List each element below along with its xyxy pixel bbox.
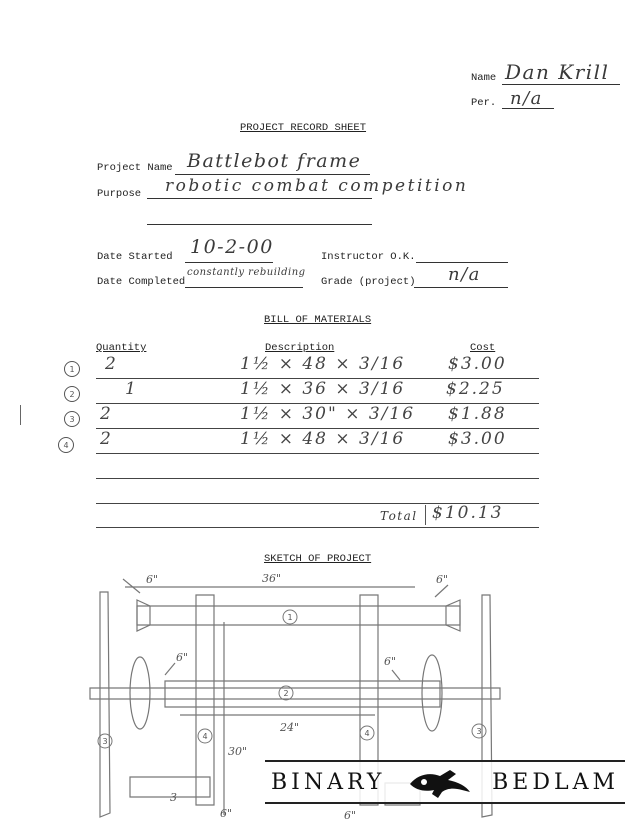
dim-24-label: 24" xyxy=(280,721,300,734)
instructor-label: Instructor O.K. xyxy=(321,251,416,263)
purpose-underline xyxy=(147,198,372,199)
row-marker: 4 xyxy=(58,437,74,453)
dim-6-arrow-tl xyxy=(123,579,140,593)
watermark-left-text: BINARY xyxy=(271,769,386,795)
left-rail xyxy=(100,592,110,817)
grade-label: Grade (project) xyxy=(321,276,416,288)
top-crossbar xyxy=(137,606,460,625)
total-divider xyxy=(425,505,426,525)
part-1-label: 1 xyxy=(287,613,293,622)
name-label: Name xyxy=(471,72,497,84)
dim-6-top-right-label: 6" xyxy=(436,573,449,586)
per-value: n/a xyxy=(510,88,543,109)
name-underline xyxy=(502,84,620,85)
dim-6-arrow-tr xyxy=(435,585,448,597)
part-3-left-label: 3 xyxy=(102,737,108,746)
description-header: Description xyxy=(265,342,335,354)
date-completed-label: Date Completed xyxy=(97,276,186,288)
per-underline xyxy=(502,108,554,109)
dim-6-arrow-mr xyxy=(392,670,400,680)
purpose-label: Purpose xyxy=(97,188,142,200)
watermark-right-text: BEDLAM xyxy=(492,769,619,795)
row-description: 1½ × 36 × 3/16 xyxy=(240,379,406,399)
name-value: Dan Krill xyxy=(505,60,610,84)
date-completed-value: constantly rebuilding xyxy=(187,267,306,278)
part-3-right-label: 3 xyxy=(476,727,482,736)
total-rule xyxy=(96,527,539,528)
row-rule xyxy=(96,453,539,454)
top-bar-end-right xyxy=(446,600,460,631)
row-quantity: 2 xyxy=(105,354,118,374)
part-4-left-label: 4 xyxy=(202,732,208,741)
total-value: $10.13 xyxy=(432,503,504,523)
grade-value: n/a xyxy=(448,264,481,285)
row-marker: 2 xyxy=(64,386,80,402)
top-bar-end-left xyxy=(137,600,150,631)
purpose-value: robotic combat competition xyxy=(165,176,469,196)
dim-6-bottom-right-label: 6" xyxy=(344,809,357,822)
dim-6-bottom-left-label: 6" xyxy=(220,807,233,820)
dim-6-mid-right-label: 6" xyxy=(384,655,397,668)
grade-underline xyxy=(414,287,508,288)
instructor-underline xyxy=(416,262,508,263)
bill-title: BILL OF MATERIALS xyxy=(264,314,372,326)
quantity-header: Quantity xyxy=(96,342,147,354)
binary-bedlam-watermark xyxy=(265,760,625,804)
robot-logo-icon xyxy=(404,764,474,800)
sketch-title: SKETCH OF PROJECT xyxy=(264,553,372,565)
dim-6-mid-left-label: 6" xyxy=(176,651,189,664)
part-2-label: 2 xyxy=(283,689,289,698)
inner-left-upright xyxy=(196,595,214,805)
dim-6-top-left-label: 6" xyxy=(146,573,159,586)
margin-mark xyxy=(20,405,21,425)
row-rule-empty xyxy=(96,478,539,479)
date-started-label: Date Started xyxy=(97,251,173,263)
per-label: Per. xyxy=(471,97,497,109)
row-description: 1½ × 48 × 3/16 xyxy=(240,354,406,374)
row-marker: 1 xyxy=(64,361,80,377)
dim-36-label: 36" xyxy=(262,572,282,585)
total-label: Total xyxy=(380,509,418,523)
cost-header: Cost xyxy=(470,342,496,354)
row-cost: $1.88 xyxy=(448,404,507,424)
project-name-label: Project Name xyxy=(97,162,173,174)
project-name-underline xyxy=(175,174,370,175)
project-name-value: Battlebot frame xyxy=(187,150,362,172)
date-completed-underline xyxy=(185,287,303,288)
row-description: 1½ × 48 × 3/16 xyxy=(240,429,406,449)
row-cost: $2.25 xyxy=(446,379,505,399)
row-cost: $3.00 xyxy=(448,354,507,374)
row-quantity: 1 xyxy=(125,379,138,399)
dim-30-label: 30" xyxy=(228,745,248,758)
row-cost: $3.00 xyxy=(448,429,507,449)
purpose-underline-2 xyxy=(147,224,372,225)
middle-axle xyxy=(90,688,500,699)
row-marker: 3 xyxy=(64,411,80,427)
sheet-title: PROJECT RECORD SHEET xyxy=(240,122,367,134)
row-quantity: 2 xyxy=(100,404,113,424)
date-started-value: 10-2-00 xyxy=(190,236,274,258)
row-quantity: 2 xyxy=(100,429,113,449)
part-4-right-label: 4 xyxy=(364,729,370,738)
date-started-underline xyxy=(185,262,273,263)
dim-6-arrow-ml xyxy=(165,663,175,675)
row-description: 1½ × 30" × 3/16 xyxy=(240,404,416,424)
middle-crossbar xyxy=(165,681,440,707)
right-wheel xyxy=(422,655,442,731)
dim-3-label: 3 xyxy=(170,791,177,804)
left-wheel xyxy=(130,657,150,729)
